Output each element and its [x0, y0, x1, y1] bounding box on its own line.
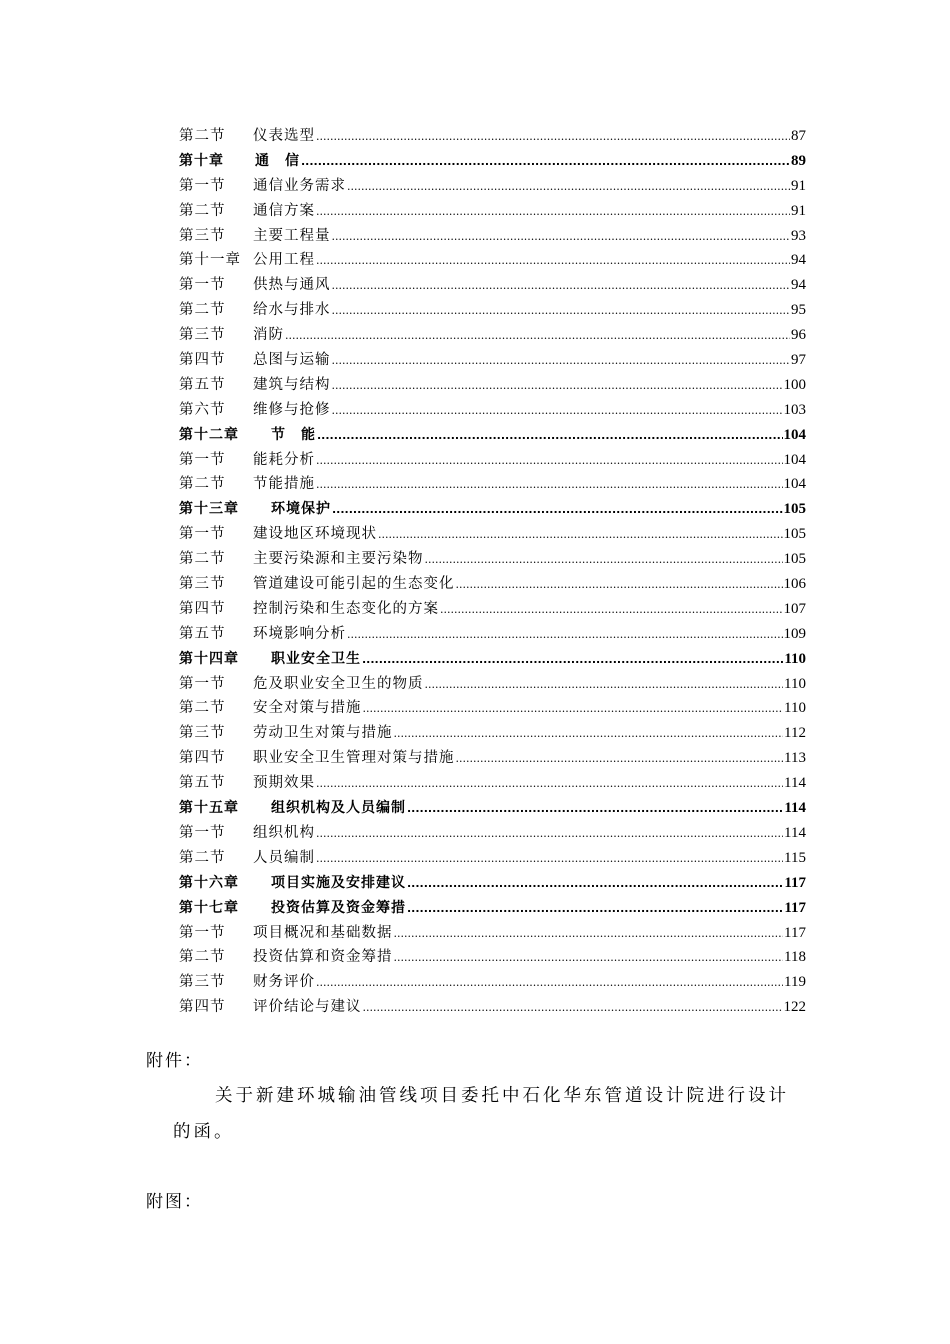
- toc-section-entry[interactable]: [179, 398, 806, 423]
- toc-entry-page-number: 97: [791, 352, 806, 369]
- toc-section-entry[interactable]: [179, 572, 806, 597]
- toc-entry-title: 节能措施: [253, 476, 315, 493]
- toc-entry-label: 第一节: [179, 824, 226, 841]
- toc-chapter-entry[interactable]: [179, 647, 806, 672]
- toc-dot-leader: [362, 647, 783, 673]
- toc-dot-leader: [394, 945, 784, 971]
- toc-dot-leader: [317, 423, 783, 449]
- toc-entry-label: 第三节: [179, 974, 226, 991]
- toc-entry-title: 主要污染源和主要污染物: [253, 551, 424, 568]
- toc-entry-label: 第一节: [179, 924, 226, 941]
- toc-entry-title: 评价结论与建议: [253, 999, 362, 1016]
- toc-entry-title: 总图与运输: [253, 352, 331, 369]
- toc-dot-leader: [316, 771, 783, 797]
- toc-dot-leader: [407, 896, 783, 922]
- toc-entry-page-number: 104: [783, 476, 806, 493]
- toc-entry-page-number: 105: [783, 501, 806, 518]
- toc-dot-leader: [456, 746, 784, 772]
- toc-section-entry[interactable]: [179, 472, 806, 497]
- toc-entry-label: 第二节: [179, 128, 226, 144]
- toc-entry-title: 环境保护: [271, 501, 331, 518]
- toc-entry-page-number: 104: [783, 426, 806, 443]
- toc-section-entry[interactable]: [179, 995, 806, 1020]
- toc-dot-leader: [456, 572, 783, 598]
- toc-entry-title: 通信业务需求: [253, 177, 346, 194]
- toc-section-entry[interactable]: [179, 522, 806, 547]
- toc-entry-title: 财务评价: [253, 974, 315, 991]
- toc-entry-title: 节 能: [271, 426, 316, 443]
- toc-entry-title: 建筑与结构: [253, 376, 331, 393]
- toc-entry-title: 职业安全卫生管理对策与措施: [253, 750, 455, 767]
- toc-entry-label: 第三节: [179, 327, 226, 344]
- toc-dot-leader: [440, 597, 783, 623]
- toc-dot-leader: [332, 398, 783, 424]
- toc-entry-page-number: 104: [783, 451, 806, 468]
- toc-entry-page-number: 109: [783, 625, 806, 642]
- toc-entry-label: 第一节: [179, 526, 226, 543]
- toc-entry-page-number: 107: [783, 600, 806, 617]
- toc-entry-title: 主要工程量: [253, 227, 331, 244]
- toc-section-entry[interactable]: [179, 323, 806, 348]
- toc-entry-label: 第二节: [179, 551, 226, 568]
- toc-entry-label: 第四节: [179, 999, 226, 1016]
- toc-chapter-entry[interactable]: [179, 871, 806, 896]
- toc-dot-leader: [285, 323, 790, 349]
- toc-entry-label: 第五节: [179, 775, 226, 792]
- toc-entry-label: 第五节: [179, 376, 226, 393]
- toc-entry-page-number: 94: [791, 277, 806, 294]
- toc-entry-title: 组织机构及人员编制: [271, 800, 406, 817]
- toc-entry-page-number: 87: [791, 128, 806, 144]
- toc-entry-page-number: 100: [783, 376, 806, 393]
- toc-entry-page-number: 105: [783, 526, 806, 543]
- toc-section-entry[interactable]: [179, 597, 806, 622]
- toc-entry-title: 预期效果: [253, 775, 315, 792]
- toc-entry-page-number: 110: [784, 675, 806, 692]
- toc-dot-leader: [332, 497, 783, 523]
- toc-dot-leader: [425, 547, 783, 573]
- toc-entry-label: 第六节: [179, 401, 226, 418]
- toc-entry-page-number: 112: [784, 725, 806, 742]
- toc-section-entry[interactable]: [179, 970, 806, 995]
- toc-entry-page-number: 94: [791, 252, 806, 269]
- toc-entry-label: 第十六章: [179, 874, 239, 891]
- toc-dot-leader: [332, 373, 783, 399]
- toc-dot-leader: [316, 821, 783, 847]
- toc-section-entry[interactable]: [179, 945, 806, 970]
- toc-entry-title: 管道建设可能引起的生态变化: [253, 576, 455, 593]
- toc-entry-title: 项目实施及安排建议: [271, 874, 406, 891]
- toc-section-entry[interactable]: [179, 696, 806, 721]
- toc-entry-label: 第一节: [179, 177, 226, 194]
- toc-entry-page-number: 103: [783, 401, 806, 418]
- toc-entry-page-number: 110: [784, 700, 806, 717]
- toc-entry-label: 第十五章: [179, 800, 239, 817]
- toc-entry-title: 控制污染和生态变化的方案: [253, 600, 439, 617]
- toc-entry-label: 第十一章: [179, 252, 241, 269]
- toc-dot-leader: [316, 970, 783, 996]
- toc-dot-leader: [425, 672, 784, 698]
- toc-entry-label: 第十四章: [179, 650, 239, 667]
- toc-entry-label: 第一节: [179, 277, 226, 294]
- toc-entry-page-number: 114: [784, 800, 806, 817]
- toc-entry-label: 第十七章: [179, 899, 239, 916]
- toc-dot-leader: [316, 199, 790, 225]
- toc-entry-title: 危及职业安全卫生的物质: [253, 675, 424, 692]
- toc-entry-page-number: 91: [791, 177, 806, 194]
- toc-dot-leader: [332, 273, 791, 299]
- toc-dot-leader: [301, 149, 790, 175]
- toc-entry-label: 第二节: [179, 302, 226, 319]
- toc-dot-leader: [407, 871, 783, 897]
- toc-dot-leader: [316, 124, 790, 150]
- toc-entry-label: 第三节: [179, 576, 226, 593]
- toc-section-entry[interactable]: [179, 348, 806, 373]
- toc-dot-leader: [332, 348, 791, 374]
- toc-entry-label: 第十章: [179, 152, 224, 169]
- toc-entry-page-number: 119: [784, 974, 806, 991]
- toc-chapter-entry[interactable]: [179, 149, 806, 174]
- toc-section-entry[interactable]: [179, 672, 806, 697]
- toc-entry-label: 第四节: [179, 352, 226, 369]
- toc-entry-title: 消防: [253, 327, 284, 344]
- toc-dot-leader: [394, 921, 784, 947]
- toc-entry-title: 劳动卫生对策与措施: [253, 725, 393, 742]
- toc-entry-label: 第一节: [179, 451, 226, 468]
- toc-entry-label: 第十二章: [179, 426, 239, 443]
- toc-entry-page-number: 118: [784, 949, 806, 966]
- toc-entry-title: 项目概况和基础数据: [253, 924, 393, 941]
- toc-dot-leader: [407, 796, 783, 822]
- toc-section-entry[interactable]: [179, 174, 806, 199]
- toc-section-entry[interactable]: [179, 124, 806, 149]
- toc-entry-page-number: 93: [791, 227, 806, 244]
- toc-entry-page-number: 117: [784, 899, 806, 916]
- figures-heading: 附图：: [146, 1192, 203, 1212]
- toc-entry-label: 第二节: [179, 700, 226, 717]
- toc-dot-leader: [316, 472, 783, 498]
- toc-dot-leader: [316, 248, 790, 274]
- table-of-contents: [179, 124, 806, 1020]
- toc-dot-leader: [378, 522, 783, 548]
- toc-entry-title: 投资估算和资金筹措: [253, 949, 393, 966]
- toc-entry-title: 通信方案: [253, 202, 315, 219]
- toc-entry-page-number: 117: [784, 924, 806, 941]
- toc-section-entry[interactable]: [179, 448, 806, 473]
- toc-section-entry[interactable]: [179, 199, 806, 224]
- toc-entry-page-number: 117: [784, 874, 806, 891]
- toc-section-entry[interactable]: [179, 846, 806, 871]
- toc-section-entry[interactable]: [179, 248, 806, 273]
- toc-chapter-entry[interactable]: [179, 497, 806, 522]
- toc-entry-page-number: 91: [791, 202, 806, 219]
- toc-entry-title: 维修与抢修: [253, 401, 331, 418]
- toc-entry-title: 给水与排水: [253, 302, 331, 319]
- toc-entry-title: 组织机构: [253, 824, 315, 841]
- toc-entry-page-number: 95: [791, 302, 806, 319]
- toc-dot-leader: [332, 224, 791, 250]
- toc-entry-page-number: 114: [784, 775, 806, 792]
- toc-dot-leader: [316, 448, 783, 474]
- toc-dot-leader: [316, 846, 783, 872]
- toc-entry-page-number: 106: [783, 576, 806, 593]
- toc-entry-page-number: 122: [783, 999, 806, 1016]
- toc-entry-title: 公用工程: [253, 252, 315, 269]
- toc-section-entry[interactable]: [179, 821, 806, 846]
- toc-dot-leader: [347, 174, 790, 200]
- toc-dot-leader: [347, 622, 783, 648]
- toc-chapter-entry[interactable]: [179, 423, 806, 448]
- toc-entry-page-number: 105: [783, 551, 806, 568]
- toc-entry-label: 第五节: [179, 625, 226, 642]
- toc-entry-title: 供热与通风: [253, 277, 331, 294]
- toc-entry-label: 第二节: [179, 949, 226, 966]
- toc-entry-label: 第三节: [179, 227, 226, 244]
- toc-entry-title: 职业安全卫生: [271, 650, 361, 667]
- toc-section-entry[interactable]: [179, 273, 806, 298]
- toc-section-entry[interactable]: [179, 373, 806, 398]
- toc-entry-title: 安全对策与措施: [253, 700, 362, 717]
- toc-entry-page-number: 115: [784, 849, 806, 866]
- toc-entry-label: 第三节: [179, 725, 226, 742]
- toc-section-entry[interactable]: [179, 622, 806, 647]
- toc-entry-title: 通 信: [255, 152, 300, 169]
- toc-chapter-entry[interactable]: [179, 796, 806, 821]
- toc-entry-label: 第四节: [179, 600, 226, 617]
- toc-dot-leader: [363, 696, 784, 722]
- toc-entry-page-number: 96: [791, 327, 806, 344]
- toc-dot-leader: [394, 721, 784, 747]
- toc-entry-title: 投资估算及资金筹措: [271, 899, 406, 916]
- toc-entry-label: 第四节: [179, 750, 226, 767]
- toc-entry-title: 建设地区环境现状: [253, 526, 377, 543]
- attachments-heading: 附件：: [146, 1051, 203, 1071]
- toc-entry-title: 环境影响分析: [253, 625, 346, 642]
- toc-dot-leader: [332, 298, 791, 324]
- toc-section-entry[interactable]: [179, 224, 806, 249]
- toc-section-entry[interactable]: [179, 547, 806, 572]
- toc-entry-label: 第二节: [179, 202, 226, 219]
- toc-entry-label: 第一节: [179, 675, 226, 692]
- toc-entry-page-number: 113: [784, 750, 806, 767]
- attachments-body: 关于新建环城输油管线项目委托中石化华东管道设计院进行设计的函。: [173, 1086, 789, 1142]
- toc-entry-page-number: 110: [784, 650, 806, 667]
- toc-section-entry[interactable]: [179, 746, 806, 771]
- toc-chapter-entry[interactable]: [179, 896, 806, 921]
- toc-entry-title: 仪表选型: [253, 128, 315, 144]
- toc-section-entry[interactable]: [179, 771, 806, 796]
- toc-section-entry[interactable]: [179, 298, 806, 323]
- toc-section-entry[interactable]: [179, 921, 806, 946]
- toc-entry-label: 第十三章: [179, 501, 239, 518]
- toc-entry-page-number: 114: [784, 824, 806, 841]
- toc-entry-title: 人员编制: [253, 849, 315, 866]
- toc-dot-leader: [363, 995, 783, 1021]
- toc-entry-title: 能耗分析: [253, 451, 315, 468]
- toc-entry-label: 第二节: [179, 476, 226, 493]
- toc-section-entry[interactable]: [179, 721, 806, 746]
- toc-entry-label: 第二节: [179, 849, 226, 866]
- toc-entry-page-number: 89: [791, 152, 806, 169]
